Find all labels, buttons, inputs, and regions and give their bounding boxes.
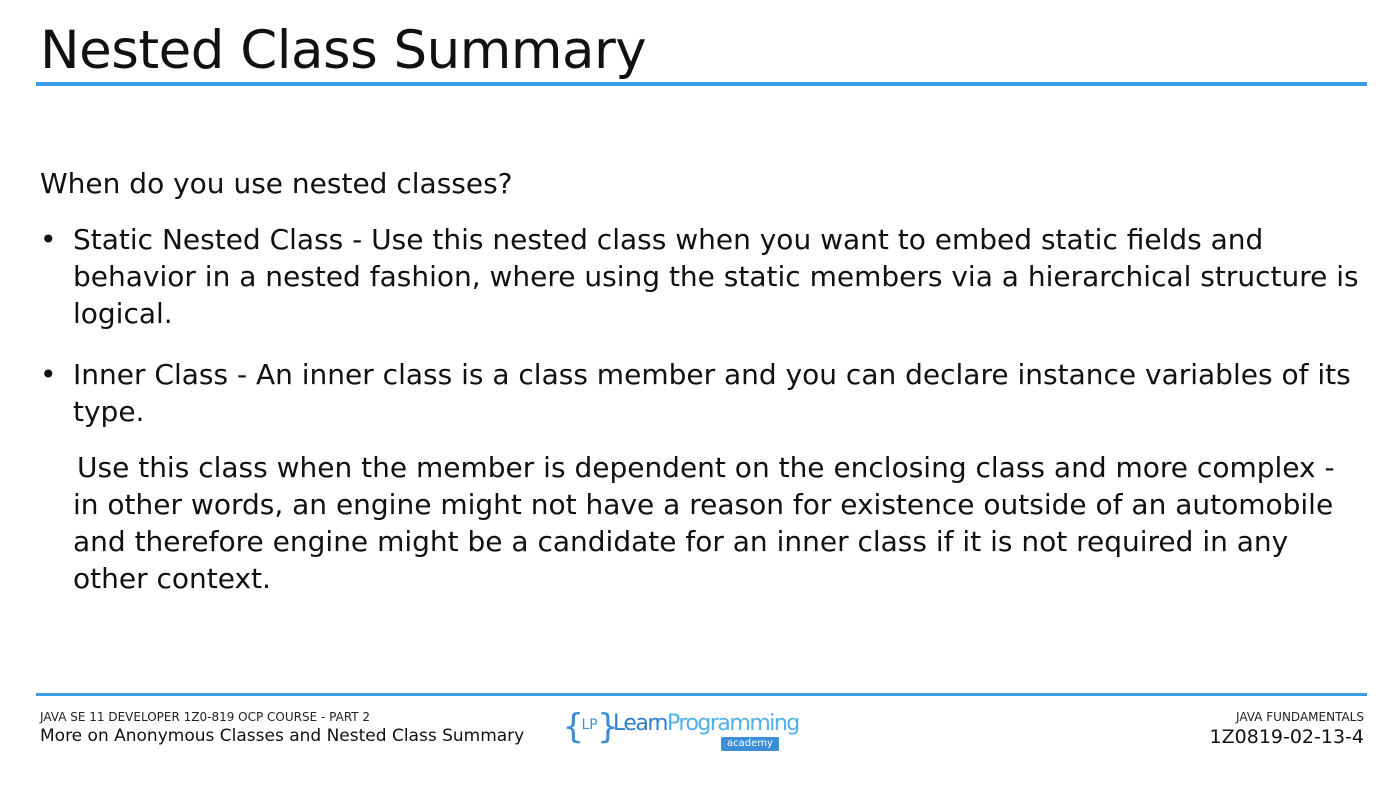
bullet-static-nested-class bbox=[40, 221, 1362, 332]
section-label: JAVA FUNDAMENTALS bbox=[1236, 710, 1364, 724]
footer-divider bbox=[36, 693, 1367, 696]
course-code: JAVA SE 11 DEVELOPER 1Z0-819 OCP COURSE - PART 2 bbox=[40, 710, 371, 724]
footer-section-info bbox=[1210, 709, 1364, 749]
bullet-text: Inner Class - An inner class is a class member and you can declare instance variables of its type. bbox=[73, 358, 1351, 428]
bullet-inner-class bbox=[40, 356, 1362, 430]
slide-id: 1Z0819-02-13-4 bbox=[1209, 726, 1364, 748]
learnprogramming-logo bbox=[563, 705, 803, 755]
bullet-marker: • bbox=[40, 223, 57, 256]
bullet-marker: • bbox=[40, 358, 57, 391]
slide-title: Nested Class Summary bbox=[40, 20, 647, 81]
logo-braces-icon: {$^{LP}$} bbox=[563, 707, 617, 747]
intro-question: When do you use nested classes? bbox=[40, 167, 513, 200]
logo-academy-badge: academy bbox=[721, 737, 779, 751]
slide-content bbox=[40, 165, 1362, 597]
inner-class-detail: Use this class when the member is dependent on the enclosing class and more complex - in other words, an engine might not have a reason for existence outside of an automobile and therefore engine might be a candidate for an inner class if it is not required in any other context. bbox=[73, 451, 1335, 595]
bullet-list bbox=[40, 221, 1362, 430]
lecture-title: More on Anonymous Classes and Nested Class Summary bbox=[40, 726, 525, 746]
footer-course-info bbox=[40, 709, 524, 747]
bullet-text: Static Nested Class - Use this nested class when you want to embed static fields and behavior in a nested fashion, where using the static members via a hierarchical structure is logical. bbox=[73, 223, 1359, 330]
title-underline bbox=[36, 82, 1367, 86]
logo-wordmark: LearnProgramming bbox=[613, 711, 799, 736]
